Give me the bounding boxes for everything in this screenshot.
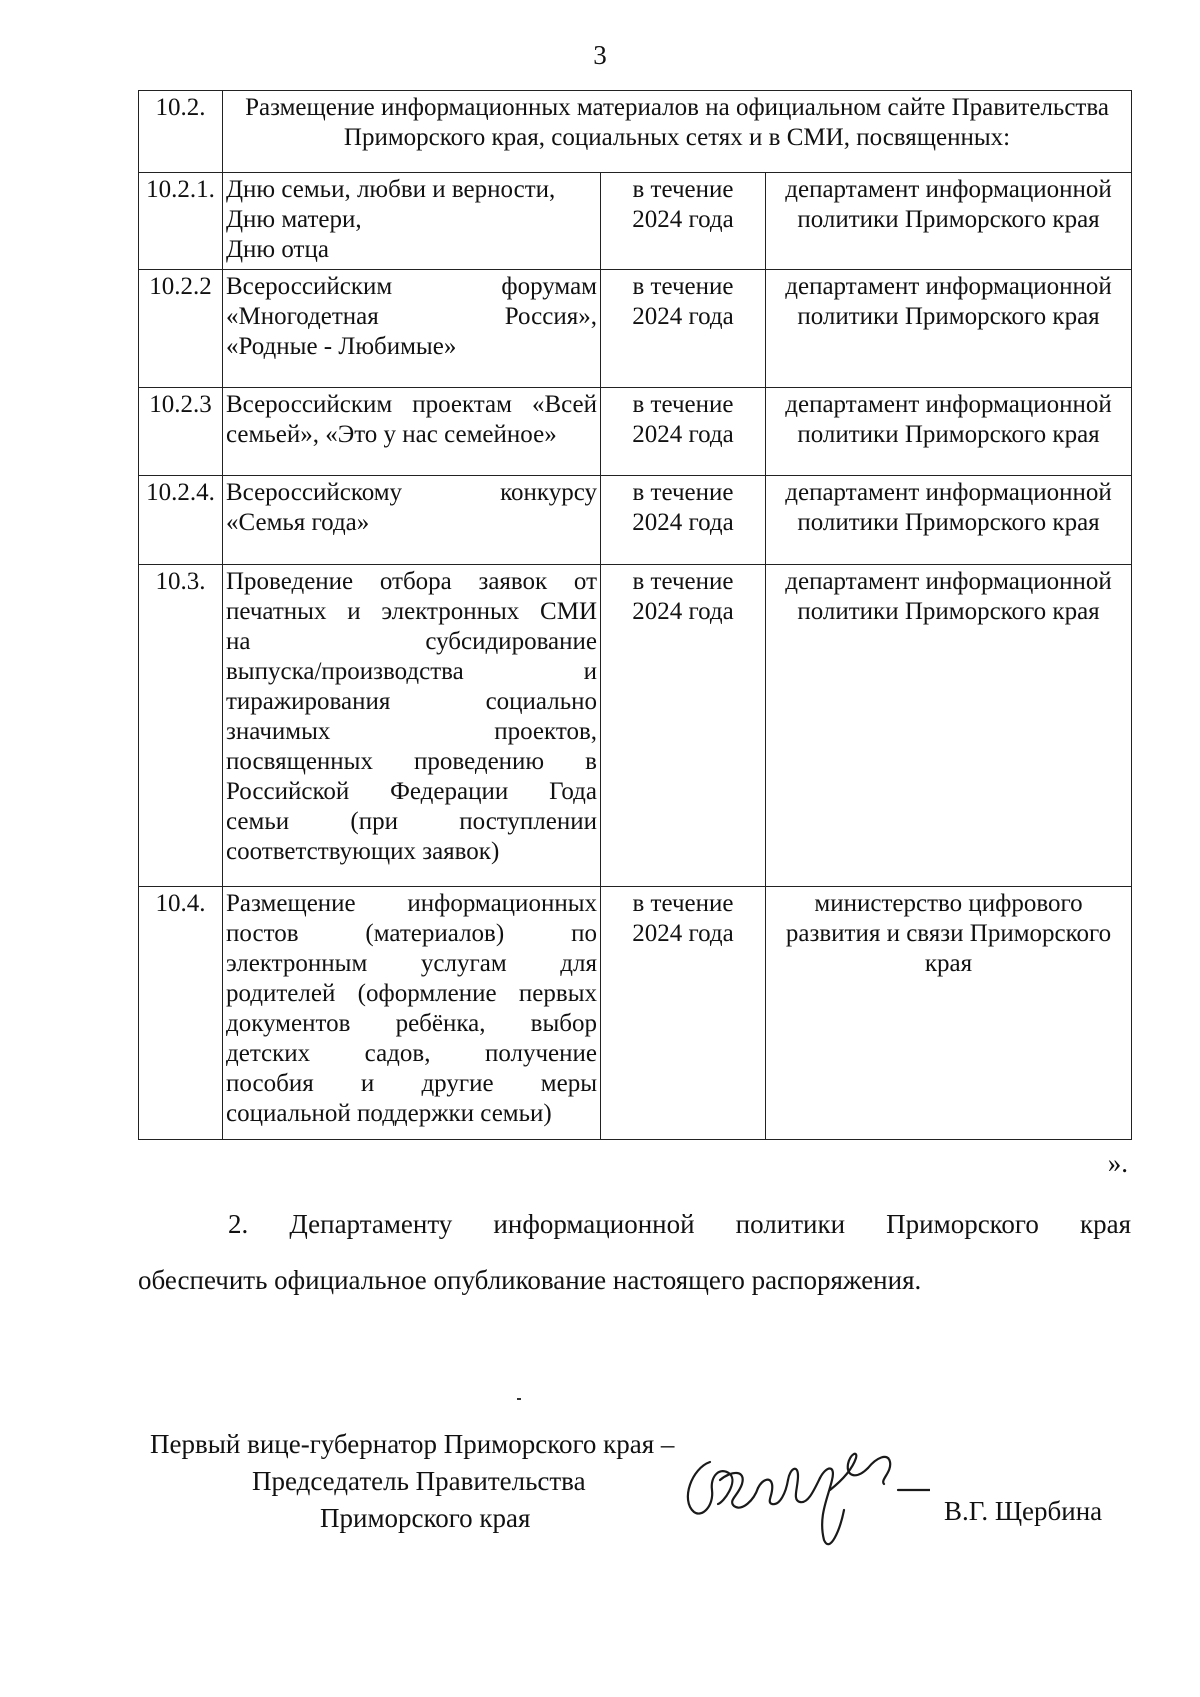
table-row-10-2-2 (139, 270, 1132, 388)
handwritten-signature (680, 1440, 930, 1570)
signatory-title-line: Приморского края (320, 1503, 531, 1533)
item-responsible: министерство цифрового развития и связи Приморского края (766, 887, 1132, 1140)
item-responsible: департамент информационной политики Приморского края (766, 173, 1132, 270)
signatory-name: В.Г. Щербина (944, 1496, 1103, 1526)
item-description: Всероссийскому конкурсу «Семья года» (223, 476, 601, 565)
item-number: 10.2.1. (139, 173, 223, 270)
table-row-10-4 (139, 887, 1132, 1140)
table-row-10-2 (139, 91, 1132, 173)
item-description: Проведение отбора заявок от печатных и электронных СМИ на субсидирование выпуска/производства и тиражирования социально значимых проектов, посвященных проведению в Российской Федерации Года семьи (при поступлении соответствующих заявок) (223, 565, 601, 887)
signatory-title-line: Председатель Правительства (252, 1466, 586, 1496)
item-responsible: департамент информационной политики Приморского края (766, 270, 1132, 388)
item-term: в течение 2024 года (601, 173, 766, 270)
item-term: в течение 2024 года (601, 476, 766, 565)
item-description: Дню семьи, любви и верности, Дню матери, Дню отца (223, 173, 601, 270)
item-term: в течение 2024 года (601, 270, 766, 388)
page-number: 3 (593, 40, 607, 70)
item-responsible: департамент информационной политики Приморского края (766, 565, 1132, 887)
section-description: Размещение информационных материалов на официальном сайте Правительства Приморского края, социальных сетях и в СМИ, посвященных: (223, 91, 1132, 173)
table-row-10-2-3 (139, 388, 1132, 476)
table-row-10-2-4 (139, 476, 1132, 565)
item-description: Всероссийским проектам «Всей семьей», «Это у нас семейное» (223, 388, 601, 476)
scan-dot (517, 1398, 521, 1400)
item-number: 10.2.4. (139, 476, 223, 565)
signatory-title (150, 1426, 674, 1537)
table-row-10-2-1 (139, 173, 1132, 270)
paragraph-line: 2. Департаменту информационной политики Приморского края (228, 1209, 1131, 1239)
paragraph-2 (138, 1196, 1131, 1308)
item-term: в течение 2024 года (601, 565, 766, 887)
item-term: в течение 2024 года (601, 887, 766, 1140)
item-number: 10.2.2 (139, 270, 223, 388)
closing-quote: ». (1107, 1148, 1128, 1178)
table-row-10-3 (139, 565, 1132, 887)
item-responsible: департамент информационной политики Приморского края (766, 388, 1132, 476)
item-number: 10.2.3 (139, 388, 223, 476)
item-description: Размещение информационных постов (материалов) по электронным услугам для родителей (оформление первых документов ребёнка, выбор детских садов, получение пособия и другие меры социальной поддержки семьи) (223, 887, 601, 1140)
activity-plan-table (138, 90, 1132, 1140)
item-responsible: департамент информационной политики Приморского края (766, 476, 1132, 565)
signatory-title-line: Первый вице-губернатор Приморского края – (150, 1429, 675, 1459)
item-number: 10.3. (139, 565, 223, 887)
item-number: 10.4. (139, 887, 223, 1140)
paragraph-line: обеспечить официальное опубликование настоящего распоряжения. (138, 1265, 922, 1295)
item-term: в течение 2024 года (601, 388, 766, 476)
item-description: Всероссийским форумам «Многодетная Россия», «Родные - Любимые» (223, 270, 601, 388)
item-number: 10.2. (139, 91, 223, 173)
